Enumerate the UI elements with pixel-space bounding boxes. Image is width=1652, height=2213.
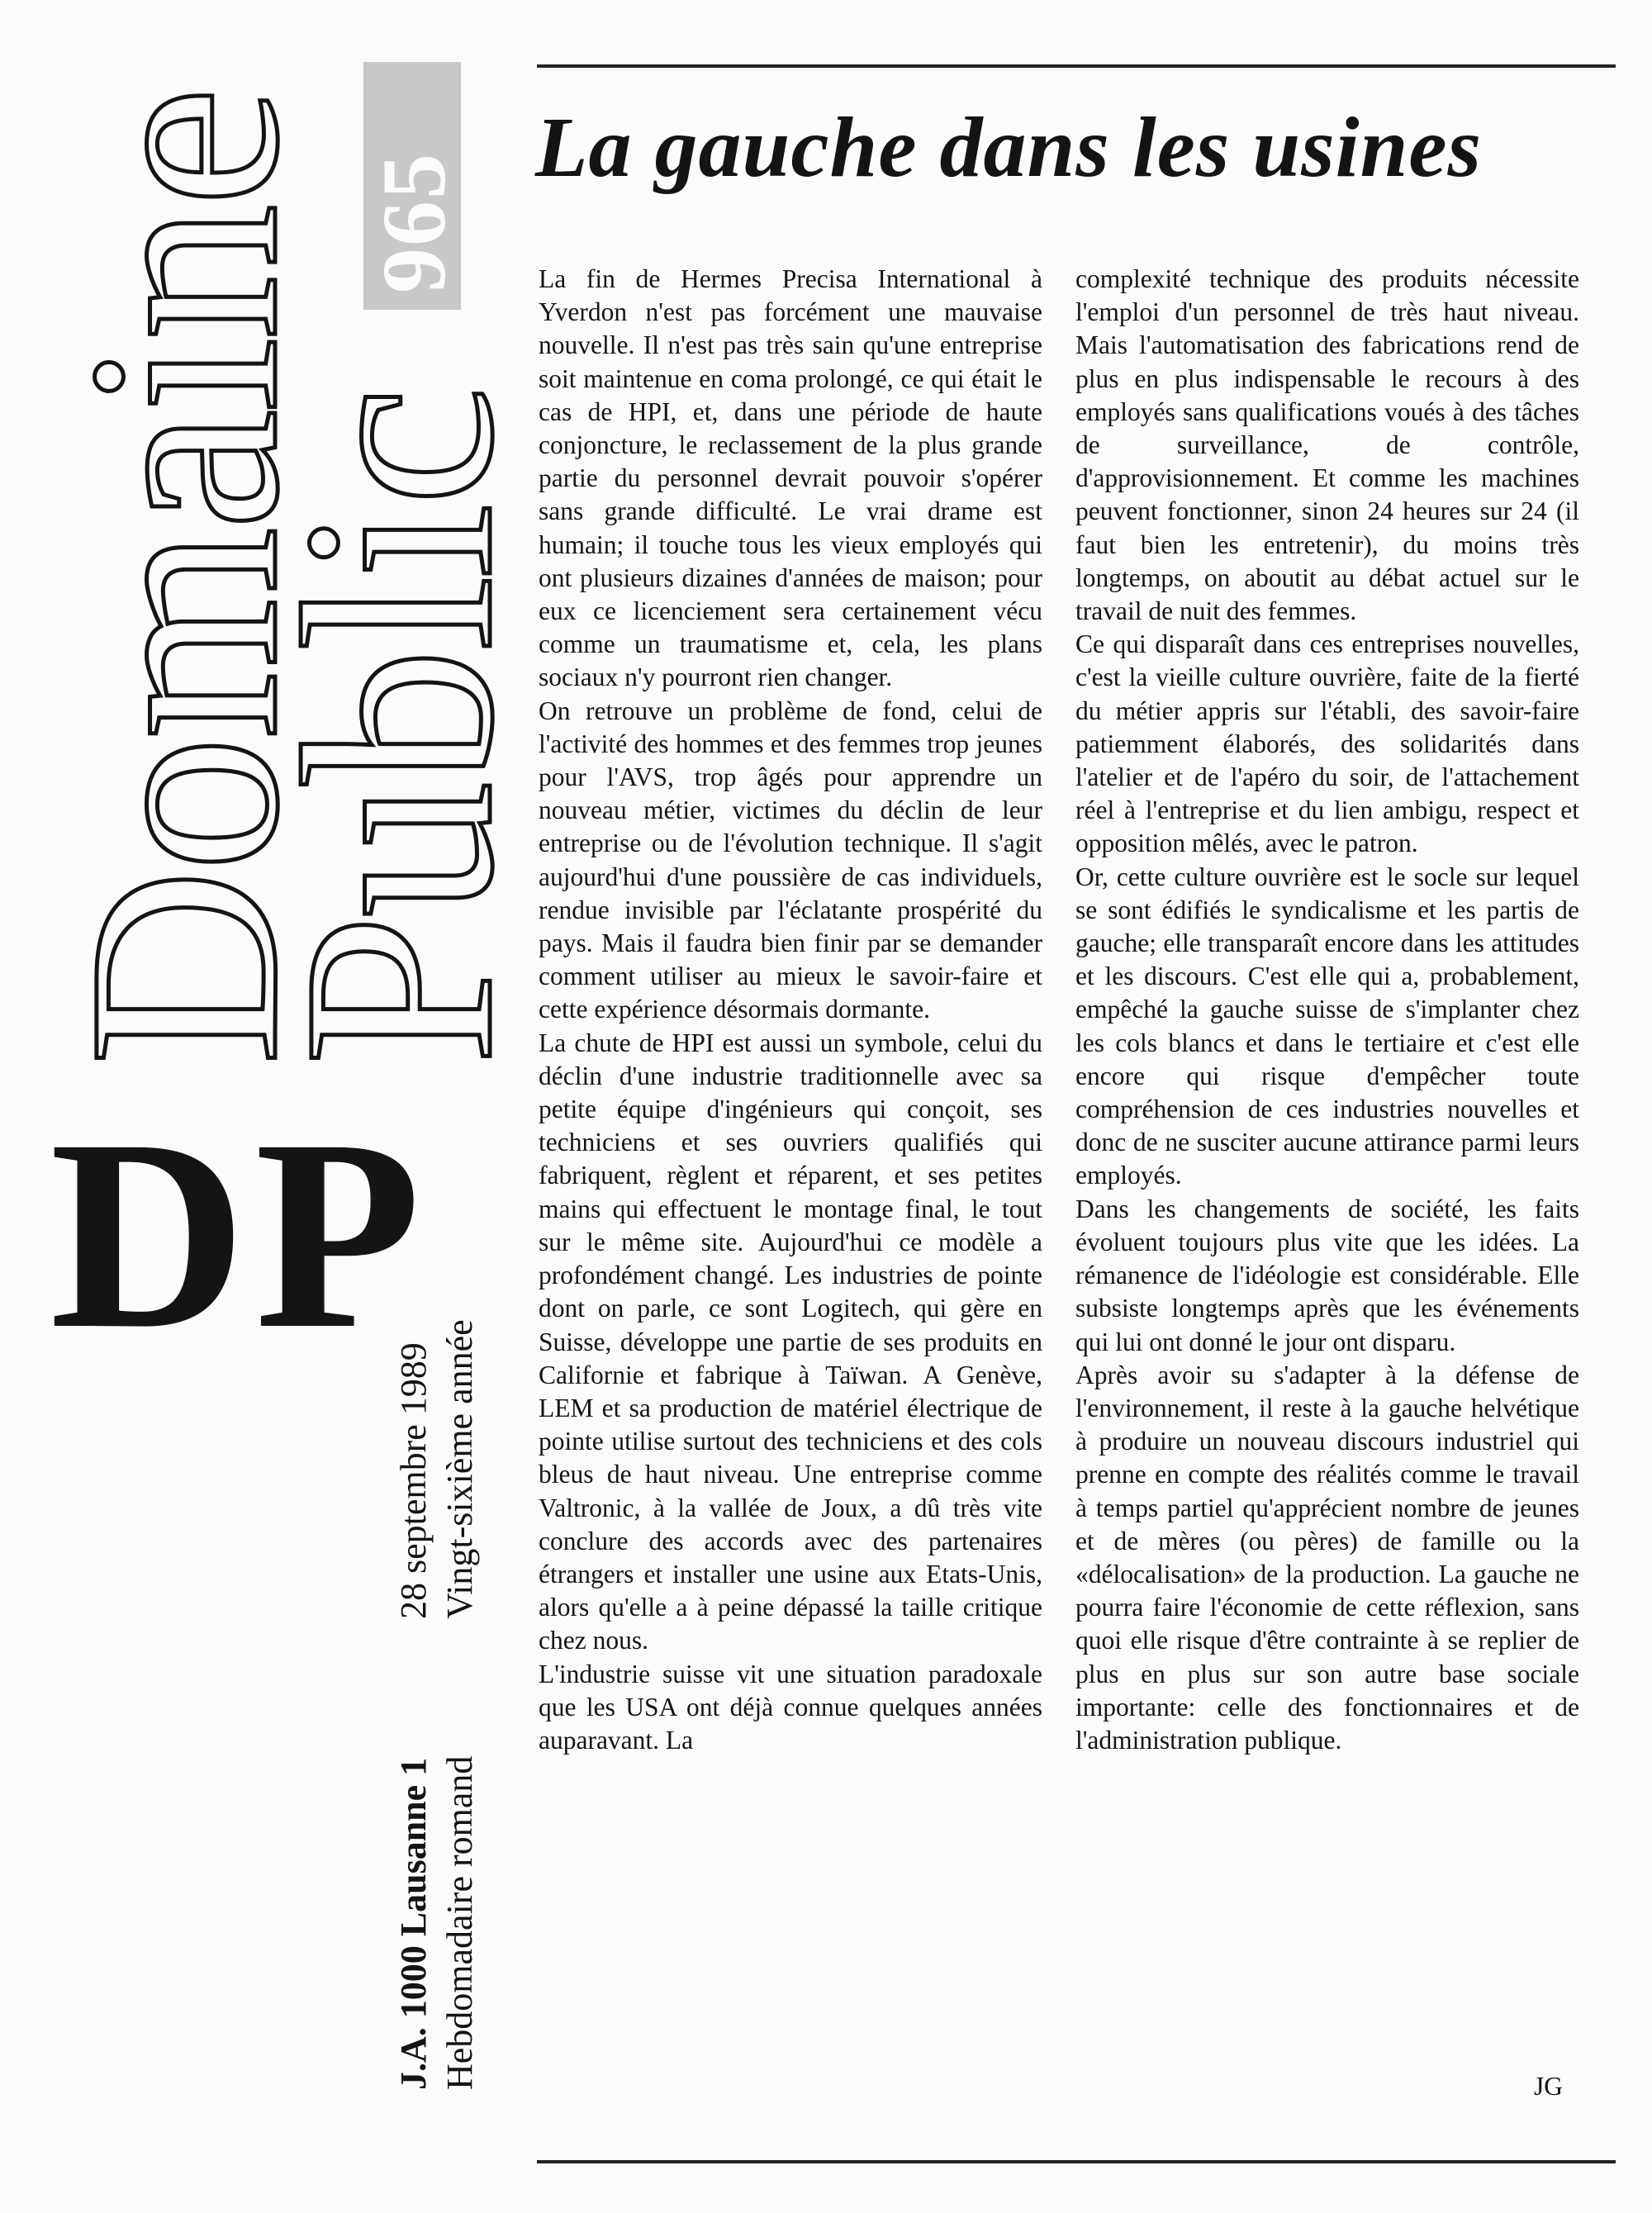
article-column-1: [539, 263, 1042, 1757]
paragraph: On retrouve un problème de fond, celui de l'activité des hommes et des femmes trop jeunes pour l'AVS, trop âgés pour apprendre un nouveau métier, victimes du déclin de leur entreprise ou de l'évolution technique. Il s'agit aujourd'hui d'une poussière de cas individuels, rendue invisible par l'éclatante prospérité du pays. Mais il faudra bien finir par se demander comment utiliser au mieux le savoir-faire et cette expérience désormais dormante.: [539, 696, 1042, 1024]
issue-number: 965: [363, 152, 464, 293]
paragraph: Ce qui disparaît dans ces entreprises nouvelles, c'est la vieille culture ouvrière, faite de la fierté du métier appris sur l'établi, des savoir-faire patiemment élaborés, des solidarités dans l'atelier et de l'apéro du soir, de l'attachement réel à l'entreprise et du lien ambigu, respect et opposition mêlés, avec le patron.: [1075, 629, 1579, 858]
article-headline: La gauche dans les usines: [535, 100, 1483, 195]
masthead-title-public: Public: [248, 388, 549, 1066]
masthead-title-domaine: Domaine: [33, 89, 335, 1066]
frequency-info: Hebdomadaire romand: [439, 1755, 480, 2090]
paragraph: Après avoir su s'adapter à la défense de l'environnement, il reste à la gauche helvétique à produire un nouveau discours industriel qui prenne en compte des réalités comme le travail à temps partiel qu'apprécient nombre de jeunes et de mères (ou pères) de famille ou la «délocalisation» de la production. La gauche ne pourra faire l'économie de cette réflexion, sans quoi elle risque d'être contrainte à se replier de plus en plus sur son autre base sociale importante: celle des fonctionnaires et de l'administration publique.: [1075, 1360, 1579, 1755]
paragraph: Dans les changements de société, les faits évoluent toujours plus vite que les idées. La rémanence de l'idéologie est considérable. Elle subsiste longtemps après que les événements qui lui ont donné le jour ont disparu.: [1075, 1194, 1579, 1356]
paragraph: La fin de Hermes Precisa International à Yverdon n'est pas forcément une mauvaise nouvelle. Il n'est pas très sain qu'une entreprise soit maintenue en coma prolongé, ce qui était le cas de HPI, et, dans une période de haute conjoncture, le reclassement de la plus grande partie du personnel devrait pouvoir s'opérer sans grande difficulté. Le vrai drame est humain; il touche tous les vieux employés qui ont plusieurs dizaines d'années de maison; pour eux ce licenciement sera certainement vécu comme un traumatisme et, cela, les plans sociaux n'y pourront rien changer.: [539, 264, 1042, 692]
publication-year: Vingt-sixième année: [439, 1319, 480, 1619]
mailing-info: J.A. 1000 Lausanne 1: [393, 1757, 434, 2090]
issue-date: 28 septembre 1989: [393, 1342, 434, 1619]
paragraph: La chute de HPI est aussi un symbole, celui du déclin d'une industrie traditionnelle avec sa petite équipe d'ingénieurs qui conçoit, ses techniciens et ses ouvriers qualifiés qui fabriquent, règlent et réparent, et ses petites mains qui effectuent le montage final, le tout sur le même site. Aujourd'hui ce modèle a profondément changé. Les industries de pointe dont on parle, ce sont Logitech, qui gère en Suisse, développe une partie de ses produits en Californie et fabrique à Taïwan. A Genève, LEM et sa production de matériel électrique de pointe utilise surtout des techniciens et des cols bleus de haut niveau. Une entreprise comme Valtronic, à la vallée de Joux, a dû très vite conclure des accords avec des partenaires étrangers et installer une usine aux Etats-Unis, alors qu'elle a à peine dépassé la taille critique chez nous.: [539, 1028, 1042, 1655]
paragraph: complexité technique des produits nécessite l'emploi d'un personnel de très haut niveau. Mais l'automatisation des fabrications rend de plus en plus indispensable le recours à des employés sans qualifications voués à des tâches de surveillance, de contrôle, d'approvisionnement. Et comme les machines peuvent fonctionner, sinon 24 heures sur 24 (il faut bien les entretenir), du moins très longtemps, on aboutit au débat actuel sur le travail de nuit des femmes.: [1075, 264, 1579, 626]
article-column-2: [1075, 263, 1579, 1757]
paragraph: Or, cette culture ouvrière est le socle sur lequel se sont édifiés le syndicalisme et les partis de gauche; elle transparaît encore dans les attitudes et les discours. C'est elle qui a, probablement, empêché la gauche suisse de s'implanter chez les cols blancs et dans le tertiaire et c'est elle encore qui risque d'empêcher toute compréhension de ces industries nouvelles et donc de ne susciter aucune attirance parmi leurs employés.: [1075, 862, 1579, 1190]
top-rule: [537, 64, 1616, 68]
bottom-rule: [537, 2160, 1616, 2163]
paragraph: L'industrie suisse vit une situation paradoxale que les USA ont déjà connue quelques années auparavant. La: [539, 1659, 1042, 1755]
author-signature: JG: [1533, 2072, 1563, 2101]
dp-logo: DP: [50, 1084, 430, 1385]
